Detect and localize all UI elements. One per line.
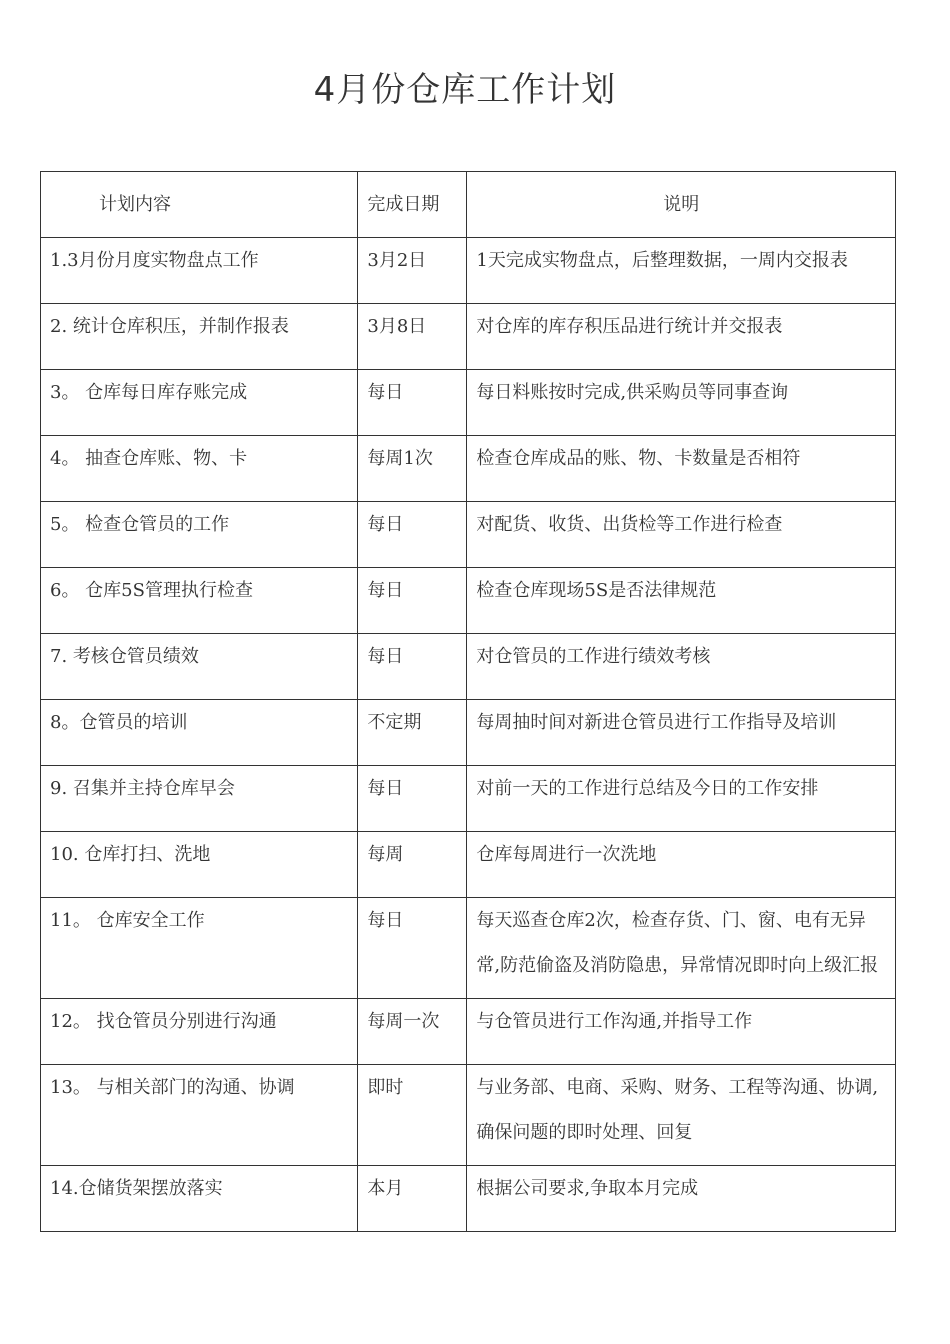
row-plan-content: 9. 召集并主持仓库早会 [41, 766, 358, 832]
row-completion-date: 每周一次 [358, 999, 467, 1065]
row-description: 检查仓库成品的账、物、卡数量是否相符 [467, 436, 896, 502]
row-description: 对配货、收货、出货检等工作进行检查 [467, 502, 896, 568]
row-description: 每日料账按时完成,供采购员等同事查询 [467, 370, 896, 436]
row-description: 1天完成实物盘点，后整理数据，一周内交报表 [467, 238, 896, 304]
row-completion-date: 3月2日 [358, 238, 467, 304]
row-plan-content: 6。 仓库5S管理执行检查 [41, 568, 358, 634]
row-plan-content: 3。 仓库每日库存账完成 [41, 370, 358, 436]
header-completion-date: 完成日期 [358, 172, 467, 238]
page-title: 4月份仓库工作计划 [313, 70, 617, 110]
row-description: 检查仓库现场5S是否法律规范 [467, 568, 896, 634]
row-completion-date: 每日 [358, 370, 467, 436]
row-plan-content: 2. 统计仓库积压，并制作报表 [41, 304, 358, 370]
row-completion-date: 每日 [358, 634, 467, 700]
row-completion-date: 每日 [358, 502, 467, 568]
table-row [41, 999, 896, 1065]
row-description: 仓库每周进行一次洗地 [467, 832, 896, 898]
row-completion-date: 每日 [358, 568, 467, 634]
table-row [41, 898, 896, 999]
row-completion-date: 3月8日 [358, 304, 467, 370]
table-row [41, 1166, 896, 1232]
row-plan-content: 5。 检查仓管员的工作 [41, 502, 358, 568]
row-description: 根据公司要求,争取本月完成 [467, 1166, 896, 1232]
row-completion-date: 每日 [358, 898, 467, 999]
table-row [41, 502, 896, 568]
row-description: 每周抽时间对新进仓管员进行工作指导及培训 [467, 700, 896, 766]
table-row [41, 634, 896, 700]
row-plan-content: 1.3月份月度实物盘点工作 [41, 238, 358, 304]
table-row [41, 1065, 896, 1166]
work-plan-table [40, 171, 896, 1232]
table-row [41, 766, 896, 832]
row-plan-content: 4。 抽查仓库账、物、卡 [41, 436, 358, 502]
row-description: 与业务部、电商、采购、财务、工程等沟通、协调,确保问题的即时处理、回复 [467, 1065, 896, 1166]
row-plan-content: 10. 仓库打扫、洗地 [41, 832, 358, 898]
row-plan-content: 14.仓储货架摆放落实 [41, 1166, 358, 1232]
row-plan-content: 11。 仓库安全工作 [41, 898, 358, 999]
row-plan-content: 13。 与相关部门的沟通、协调 [41, 1065, 358, 1166]
table-header-row [41, 172, 896, 238]
row-completion-date: 即时 [358, 1065, 467, 1166]
row-description: 每天巡查仓库2次，检查存货、门、窗、电有无异常,防范偷盗及消防隐患，异常情况即时向上级汇报 [467, 898, 896, 999]
table-row [41, 370, 896, 436]
table-row [41, 436, 896, 502]
row-description: 与仓管员进行工作沟通,并指导工作 [467, 999, 896, 1065]
row-plan-content: 12。 找仓管员分别进行沟通 [41, 999, 358, 1065]
row-description: 对前一天的工作进行总结及今日的工作安排 [467, 766, 896, 832]
table-row [41, 832, 896, 898]
row-completion-date: 每周 [358, 832, 467, 898]
row-plan-content: 7. 考核仓管员绩效 [41, 634, 358, 700]
table-row [41, 238, 896, 304]
header-plan-content: 计划内容 [41, 172, 358, 238]
row-completion-date: 不定期 [358, 700, 467, 766]
table-row [41, 304, 896, 370]
row-completion-date: 本月 [358, 1166, 467, 1232]
row-completion-date: 每周1次 [358, 436, 467, 502]
row-plan-content: 8。仓管员的培训 [41, 700, 358, 766]
row-description: 对仓库的库存积压品进行统计并交报表 [467, 304, 896, 370]
row-description: 对仓管员的工作进行绩效考核 [467, 634, 896, 700]
row-completion-date: 每日 [358, 766, 467, 832]
table-row [41, 700, 896, 766]
header-description: 说明 [467, 172, 896, 238]
table-row [41, 568, 896, 634]
